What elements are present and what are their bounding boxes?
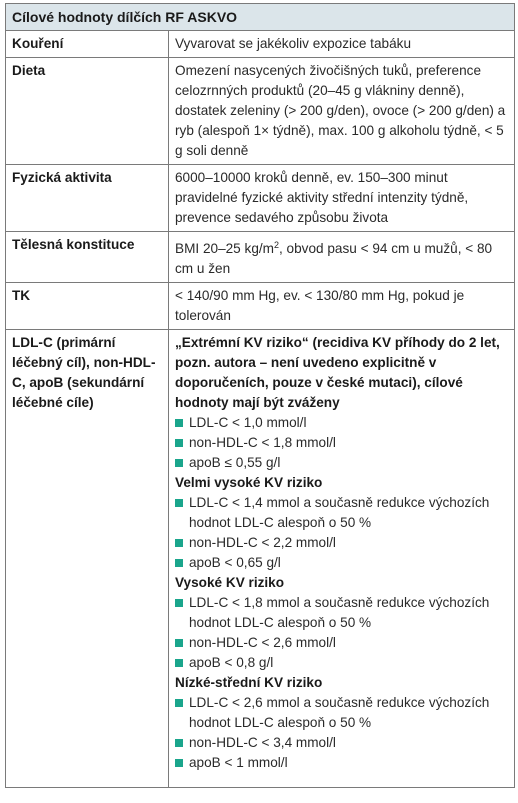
list-item-text: non-HDL-C < 2,2 mmol/l [189,535,336,550]
list-item [175,453,508,473]
list-item-text: apoB < 0,65 g/l [189,555,281,570]
row-label-koureni: Kouření [6,31,169,58]
square-bullet-icon [175,659,183,667]
list-item-text: apoB ≤ 0,55 g/l [189,455,281,470]
square-bullet-icon [175,459,183,467]
table-title: Cílové hodnoty dílčích RF ASKVO [6,4,514,31]
list-item [175,433,508,453]
square-bullet-icon [175,559,183,567]
square-bullet-icon [175,539,183,547]
row-value-ldl [169,330,515,788]
row-label-tk: TK [6,283,169,330]
list-item [175,533,508,553]
low-mid-risk-header: Nízké-střední KV riziko [175,675,323,690]
square-bullet-icon [175,739,183,747]
high-risk-header: Vysoké KV riziko [175,575,285,590]
extreme-risk-header: „Extrémní KV riziko“ (recidiva KV příhody do 2 let, pozn. autora – není uvedeno explicitně v doporučeních, pouze v české mutaci), cílové hodnoty mají být zváženy [175,335,500,410]
square-bullet-icon [175,419,183,427]
list-item-text: apoB < 0,8 g/l [189,655,274,670]
targets-table [6,31,514,787]
square-bullet-icon [175,699,183,707]
list-item-text: non-HDL-C < 2,6 mmol/l [189,635,336,650]
square-bullet-icon [175,639,183,647]
row-value-koureni: Vyvarovat se jakékoliv expozice tabáku [175,36,411,51]
square-bullet-icon [175,759,183,767]
list-item [175,693,508,733]
list-item [175,553,508,573]
list-item-text: LDL-C < 1,8 mmol a současně redukce výchozích hodnot LDL-C alespoň o 50 % [189,595,490,630]
list-item-text: non-HDL-C < 3,4 mmol/l [189,735,336,750]
list-item [175,633,508,653]
list-item [175,733,508,753]
bmi-superscript: 2 [273,240,279,250]
list-item-text: LDL-C < 1,0 mmol/l [189,415,307,430]
row-value-aktivita: 6000–10000 kroků denně, ev. 150–300 minut pravidelné fyzické aktivity střední intenzity týdně, prevence sedavého způsobu života [169,165,515,232]
square-bullet-icon [175,599,183,607]
list-item [175,413,508,433]
table-row-tk [6,283,514,330]
row-label-ldl: LDL-C (primární léčebný cíl), non-HDL-C, apoB (sekundární léčebné cíle) [6,330,169,788]
waist-text: , obvod pasu < 94 cm u mužů, < 80 cm u žen [175,241,493,276]
table-row-koureni [6,31,514,58]
table-row-konstituce [6,232,514,283]
row-label-konstituce: Tělesná konstituce [6,232,169,283]
row-label-aktivita: Fyzická aktivita [6,165,169,232]
list-item [175,593,508,633]
square-bullet-icon [175,439,183,447]
list-item-text: apoB < 1 mmol/l [189,755,288,770]
list-item-text: LDL-C < 2,6 mmol a současně redukce výchozích hodnot LDL-C alespoň o 50 % [189,695,490,730]
row-label-dieta: Dieta [6,58,169,165]
list-item [175,653,508,673]
very-high-risk-header: Velmi vysoké KV riziko [175,475,323,490]
row-value-konstituce [169,232,515,283]
list-item-text: non-HDL-C < 1,8 mmol/l [189,435,336,450]
list-item [175,493,508,533]
table-row-aktivita [6,165,514,232]
table-row-ldl [6,330,514,788]
risk-factor-table [5,3,515,788]
table-row-dieta [6,58,514,165]
row-value-tk: < 140/90 mm Hg, ev. < 130/80 mm Hg, pokud je tolerován [169,283,515,330]
row-value-dieta: Omezení nasycených živočišných tuků, preference celozrnných produktů (20–45 g vlákniny denně), dostatek zeleniny (> 200 g/den), ovoce (> 200 g/den) a ryb (alespoň 1× týdně), max. 100 g alkoholu týdně, < 5 g soli denně [169,58,515,165]
bmi-text: BMI 20–25 kg/m [175,241,274,256]
list-item-text: LDL-C < 1,4 mmol a současně redukce výchozích hodnot LDL-C alespoň o 50 % [189,495,490,530]
list-item [175,753,508,773]
square-bullet-icon [175,499,183,507]
